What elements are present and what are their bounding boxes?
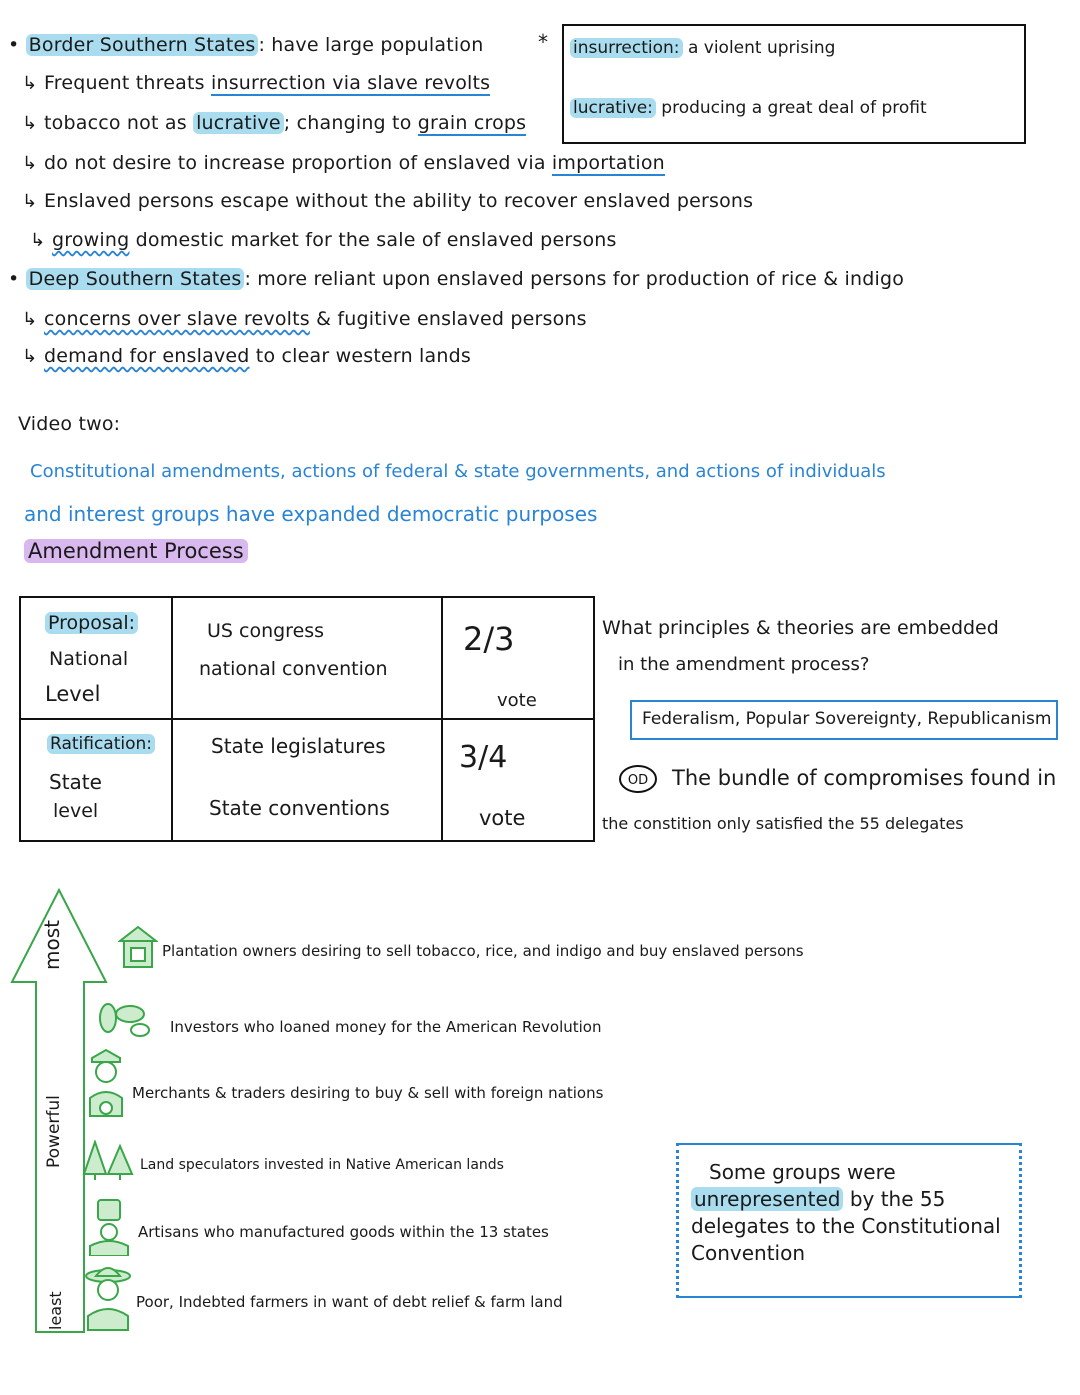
artisan-icon — [84, 1196, 134, 1256]
group-merchants: Merchants & traders desiring to buy & sell with foreign nations — [132, 1084, 604, 1102]
vote-cell: 3/4 vote — [442, 719, 594, 841]
video-summary-line-1: Constitutional amendments, actions of federal & state governments, and actions of individuals — [30, 461, 886, 482]
stage-label: Proposal: — [45, 612, 138, 634]
stage-cell: Ratification: State level — [20, 719, 172, 841]
fraction: 2/3 — [463, 620, 515, 658]
lucrative-definition: lucrative: producing a great deal of profit — [570, 98, 927, 118]
merchant-icon — [86, 1046, 126, 1132]
unrepresented-note-box: Some groups were unrepresented by the 55 delegates to the Constitutional Convention — [676, 1143, 1022, 1298]
od-note-line-1: The bundle of compromises found in — [672, 766, 1057, 790]
powerful-label: Powerful — [44, 1095, 64, 1168]
arrow-icon: ↳ — [22, 346, 38, 367]
group-farmers: Poor, Indebted farmers in want of debt relief & farm land — [136, 1293, 563, 1311]
definitions-box — [562, 24, 1026, 144]
arrow-icon: ↳ — [22, 113, 38, 134]
plantation-house-icon — [118, 924, 158, 970]
body-cell: State legislatures State conventions — [172, 719, 442, 841]
border-states-heading: • Border Southern States : have large population — [8, 34, 484, 56]
fraction: 3/4 — [459, 740, 508, 775]
od-badge-icon — [618, 764, 658, 798]
arrow-icon: ↳ — [22, 191, 38, 212]
arrow-icon: ↳ — [30, 230, 46, 251]
table-row — [20, 719, 594, 841]
border-note-2: ↳ tobacco not as lucrative ; changing to grain crops — [22, 112, 527, 134]
border-states-term: Border Southern States — [26, 34, 259, 56]
principles-question-2: in the amendment process? — [618, 654, 870, 675]
most-label: most — [40, 920, 64, 970]
deep-states-heading: • Deep Southern States : more reliant upon enslaved persons for production of rice & indigo — [8, 268, 905, 290]
body-cell: US congress national convention — [172, 597, 442, 719]
amendment-table — [19, 596, 595, 842]
group-investors: Investors who loaned money for the American Revolution — [170, 1018, 602, 1036]
farmer-icon — [82, 1262, 134, 1332]
stage-cell: Proposal: National Level — [20, 597, 172, 719]
group-plantation-owners: Plantation owners desiring to sell tobacco, rice, and indigo and buy enslaved persons — [162, 942, 804, 960]
video-label: Video two: — [18, 413, 121, 435]
stage-label: Ratification: — [47, 734, 155, 754]
lucrative-term: lucrative — [193, 112, 284, 134]
coins-icon — [96, 1000, 152, 1042]
amendment-process-title: Amendment Process — [24, 539, 248, 563]
arrow-icon: ↳ — [22, 73, 38, 94]
group-land-speculators: Land speculators invested in Native American lands — [140, 1157, 504, 1173]
border-note-1: ↳ Frequent threats insurrection via slave revolts — [22, 72, 491, 94]
insurrection-term: insurrection via slave revolts — [210, 72, 491, 94]
deep-states-term: Deep Southern States — [26, 268, 245, 290]
table-row — [20, 597, 594, 719]
arrow-icon: ↳ — [22, 153, 38, 174]
vote-cell: 2/3 vote — [442, 597, 594, 719]
border-states-desc: : have large population — [258, 34, 484, 56]
border-note-5: ↳ growing domestic market for the sale of enslaved persons — [30, 229, 617, 251]
video-summary-line-2: and interest groups have expanded democratic purposes — [24, 502, 598, 526]
group-artisans: Artisans who manufactured goods within the 13 states — [138, 1223, 549, 1241]
border-note-4: ↳ Enslaved persons escape without the ability to recover enslaved persons — [22, 190, 754, 212]
arrow-icon: ↳ — [22, 309, 38, 330]
principles-question-1: What principles & theories are embedded — [602, 617, 999, 639]
border-note-3: ↳ do not desire to increase proportion of enslaved via importation — [22, 152, 665, 174]
trees-icon — [82, 1140, 134, 1180]
deep-note-2: ↳ demand for enslaved to clear western lands — [22, 345, 471, 367]
star-icon: * — [538, 30, 548, 54]
principles-answer: Federalism, Popular Sovereignty, Republicanism — [630, 700, 1058, 740]
od-note-line-2: the constition only satisfied the 55 delegates — [602, 814, 964, 833]
deep-note-1: ↳ concerns over slave revolts & fugitive enslaved persons — [22, 308, 587, 330]
least-label: least — [46, 1291, 65, 1330]
svg-text:OD: OD — [627, 773, 649, 788]
insurrection-definition: insurrection: a violent uprising — [570, 38, 835, 58]
